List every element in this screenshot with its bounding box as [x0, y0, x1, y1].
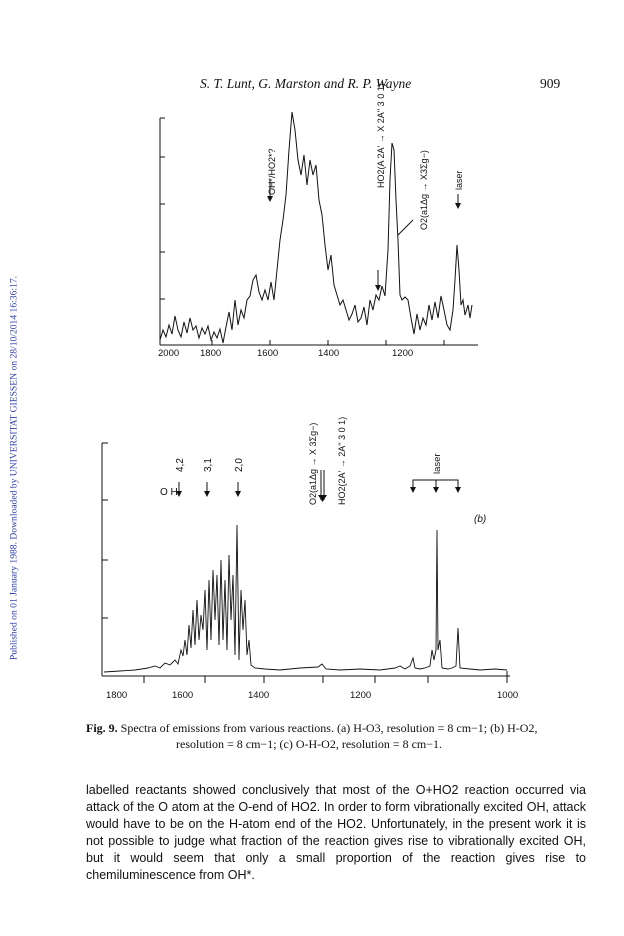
running-header-authors: S. T. Lunt, G. Marston and R. P. Wayne	[200, 76, 412, 91]
bottom-tick-1000: 1000	[497, 690, 519, 700]
annotation-o2-transition	[419, 150, 429, 230]
annotation-band-2-0	[234, 458, 245, 472]
annotation-ho2-transition-b	[337, 417, 347, 505]
svg-text:2,0: 2,0	[234, 458, 245, 472]
svg-text:4,2: 4,2	[175, 458, 186, 472]
annotation-laser-top	[454, 170, 464, 190]
sidebar-text: Published on 01 January 1988. Downloaded by UNIVERSITAT GIESSEN on 28/10/2014 16:36:17.	[8, 275, 20, 661]
bottom-tick-1800: 1800	[106, 690, 128, 700]
body-paragraph: labelled reactants showed conclusively that most of the O+HO2 reaction occurred via attack of the O atom at the O-end of HO2. In order to form vibrationally excited OH, attack would have to be on the H-atom end of the HO2. Unfortunately, in the present work it is not possible to judge what fraction of the reaction gives rise to vibrationally excited OH, but it would seem that only a small proportion of the reaction gives rise to chemiluminescence from OH*.	[86, 783, 586, 882]
top-tick-1800: 1800	[200, 348, 222, 359]
page-number: 909	[540, 76, 561, 91]
caption-label: Fig. 9.	[86, 721, 118, 735]
svg-text:HO2(2A' → 2A'' 3 0 1): HO2(2A' → 2A'' 3 0 1)	[337, 416, 347, 505]
svg-text:laser: laser	[454, 170, 464, 190]
panel-label-b: (b)	[474, 514, 487, 525]
figure-caption	[86, 720, 574, 752]
svg-text:OH*/HO2*?: OH*/HO2*?	[267, 148, 277, 195]
bottom-spectrum-trace	[104, 525, 507, 672]
svg-text:O2(a1Δg → X3Σg−): O2(a1Δg → X3Σg−)	[419, 150, 429, 230]
annotation-o2-transition-b	[308, 423, 318, 505]
bottom-tick-1600: 1600	[172, 690, 194, 700]
annotation-ho2-transition	[376, 83, 386, 188]
svg-text:O2(a1Δg → X 3Σg−): O2(a1Δg → X 3Σg−)	[308, 422, 318, 505]
svg-text:HO2(A 2A' → X 2A'' 3 0 1): HO2(A 2A' → X 2A'' 3 0 1)	[376, 83, 386, 188]
top-tick-1400: 1400	[318, 348, 340, 359]
svg-text:3,1: 3,1	[203, 458, 214, 472]
bottom-spectrum-panel	[102, 417, 518, 700]
caption-line-2: resolution = 8 cm−1; (c) O-H-O2, resolution = 8 cm−1.	[176, 737, 443, 751]
annotation-oh-ho2	[267, 148, 277, 195]
annotation-oh: O H	[160, 487, 178, 498]
top-spectrum-panel	[158, 83, 478, 359]
annotation-band-4-2	[175, 458, 186, 472]
annotation-band-3-1	[203, 458, 214, 472]
top-tick-1600: 1600	[257, 348, 279, 359]
bottom-tick-1200: 1200	[350, 690, 372, 700]
top-tick-2000: 2000	[158, 348, 180, 359]
caption-line-1: Spectra of emissions from various reactions. (a) H-O3, resolution = 8 cm−1; (b) H-O2,	[120, 721, 538, 735]
annotation-laser-bottom	[432, 453, 443, 474]
top-tick-1200: 1200	[392, 348, 414, 359]
svg-text:laser: laser	[432, 453, 443, 474]
bottom-tick-1400: 1400	[248, 690, 270, 700]
